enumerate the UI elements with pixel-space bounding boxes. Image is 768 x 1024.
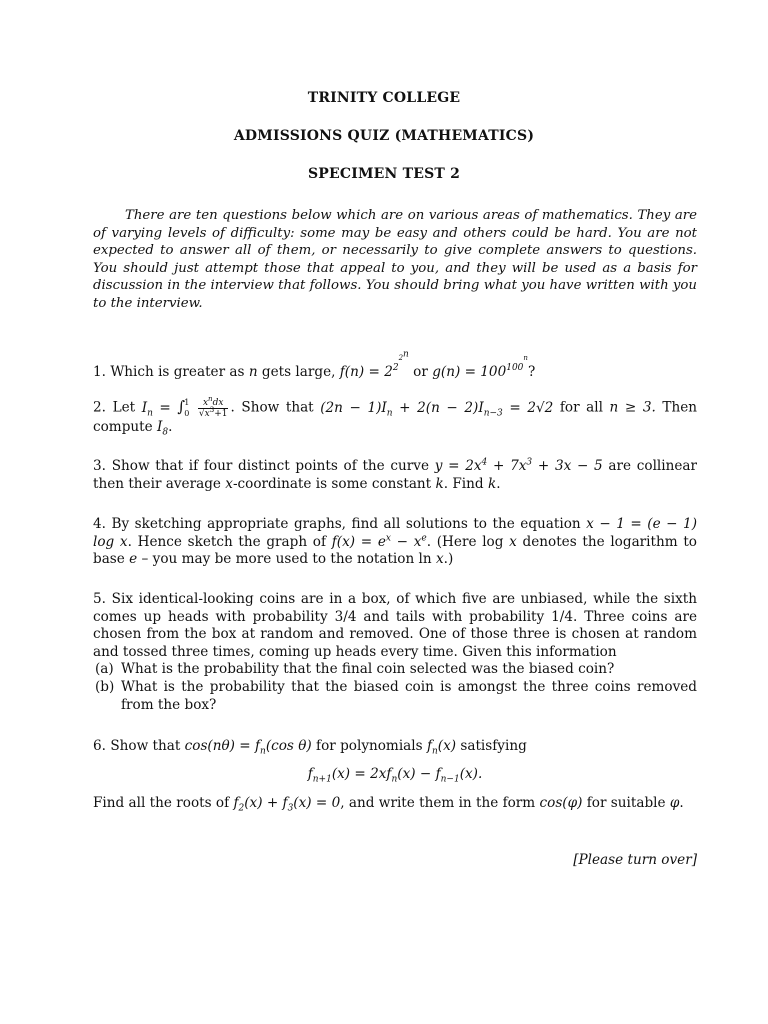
question-6: 6. Show that $\cos(n\theta) = f_n(\cos$ θ) for polynomials $f_n(x)$ satisfying $f_{n+1}(x) = 2xf_n(x) - f_{n-1}(x)$. Find all the roots of $f_2(x) + f_3(x) = 0$, and write them in the form cos(φ) for suitable φ. (93, 738, 697, 813)
question-5: 5. Six identical-looking coins are in a box, of which five are unbiased, while the sixth comes up heads with probability 3/4 and tails with probability 1/4. Three coins are chosen from the box at random and removed. One of those three is chosen at random and tossed three times, coming up heads every time. Given this information (a) What is the probability that the final coin selected was the biased coin? (b) What is the probability that the biased coin is amongst the three coins removed from the box? (93, 591, 697, 713)
q5-part-a: (a) What is the probability that the final coin selected was the biased coin? (95, 661, 615, 678)
q5-part-b: (b) What is the probability that the biased coin is amongst the three coins removed from the box? (95, 678, 697, 713)
question-2: 2. Let $I_n$ = ∫ 1 0 $\frac{x^ndx}{√x^3+1}$ . Show that $(2n - 1)I_n + 2(n - 2)I_{n-3} = 2√2$ for all n ≥ 3. Then compute $I_8$. (93, 394, 697, 438)
q6-final-line: Find all the roots of $f_2(x) + f_3(x) = 0$, and write them in the form cos(φ) for suitable φ. (93, 795, 684, 814)
q1-g: $g(n) = 100^{100^n}$ (432, 354, 528, 380)
quiz-title: ADMISSIONS QUIZ (MATHEMATICS) (233, 128, 535, 144)
test-title: SPECIMEN TEST 2 (307, 166, 461, 182)
q1-number: 1. (93, 363, 106, 380)
turn-over-note: [Please turn over] (573, 852, 697, 868)
q1-f: $f(n) = 2^{2^{2^n}}$ (339, 350, 409, 380)
q6-recurrence: $f_{n+1}(x) = 2xf_n(x) - f_{n-1}(x)$. (307, 765, 483, 785)
q5-text: Six identical-looking coins are in a box, of which five are unbiased, while the sixth comes up heads with probability 3/4 and tails with probability 1/4. Three coins are chosen from the box at random and removed. One of those three is chosen at random and tossed three times, coming up heads every time. Given this information (93, 591, 697, 660)
q1-text: Which is greater as (110, 363, 245, 380)
college-title: TRINITY COLLEGE (307, 90, 461, 106)
question-4: 4. By sketching appropriate graphs, find all solutions to the equation x − 1 = (e − 1) log x. Hence sketch the graph of $f(x) = e^x - x^e$. (Here log x denotes the logarithm to base e – you may be more used to the notation ln x.) (93, 516, 697, 568)
question-3: 3. Show that if four distinct points of the curve $y = 2x^4 + 7x^3 + 3x - 5$ are collinear then their average x-coordinate is some constant k. Find k. (93, 457, 698, 492)
question-1: 1. Which is greater as n gets large, $f(n) = 2^{2^{2^n}}$ or $g(n) = 100^{100^n}$? (93, 350, 536, 380)
intro-paragraph: There are ten questions below which are on various areas of mathematics. They are of varying levels of difficulty: some may be easy and others could be hard. You are not expected to answer all of them, or necessarily to give complete answers to questions. You should just attempt those that appeal to you, and they will be used as a basis for discussion in the interview that follows. You should bring what you have written with you to the interview. (93, 208, 697, 311)
